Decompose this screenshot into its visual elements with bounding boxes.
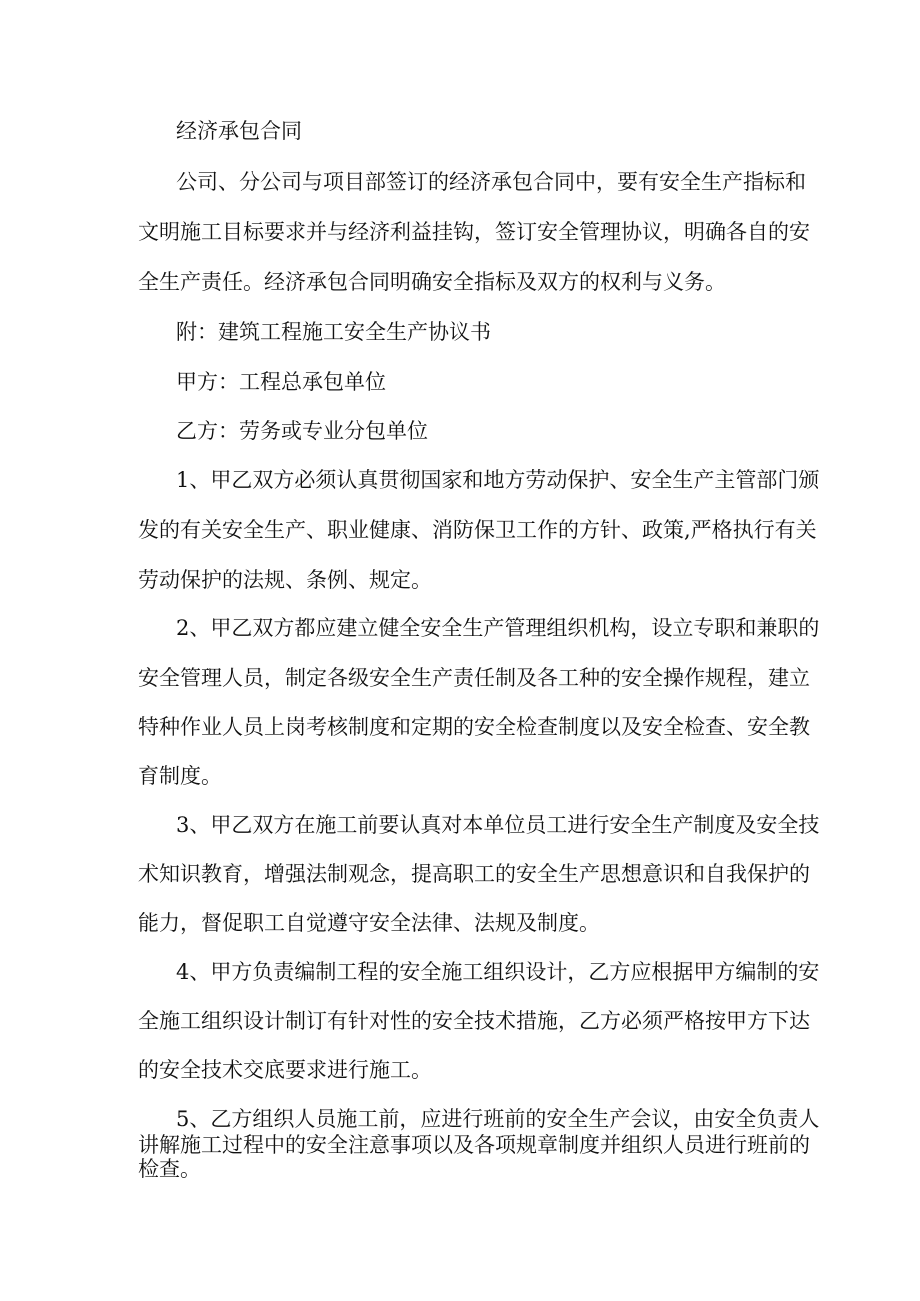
clause-2-line-4: 育制度。 <box>138 764 222 788</box>
intro-line-3: 全生产责任。经济承包合同明确安全指标及双方的权利与义务。 <box>138 270 726 294</box>
clause-3-line-1: 3、甲乙双方在施工前要认真对本单位员工进行安全生产制度及安全技 <box>176 813 820 837</box>
clause-5-line-3: 检查。 <box>138 1157 201 1181</box>
clause-1-line-3: 劳动保护的法规、条例、规定。 <box>138 568 432 592</box>
clause-2-line-3: 特种作业人员上岗考核制度和定期的安全检查制度以及安全检查、安全教 <box>138 715 810 739</box>
clause-5-line-2: 讲解施工过程中的安全注意事项以及各项规章制度并组织人员进行班前的 <box>138 1133 810 1157</box>
clause-4-line-1: 4、甲方负责编制工程的安全施工组织设计，乙方应根据甲方编制的安 <box>176 960 820 984</box>
clause-3-line-3: 能力，督促职工自觉遵守安全法律、法规及制度。 <box>138 911 600 935</box>
attachment-title: 附：建筑工程施工安全生产协议书 <box>176 320 491 344</box>
document-heading: 经济承包合同 <box>176 119 302 143</box>
clause-4-line-2: 全施工组织设计制订有针对性的安全技术措施，乙方必须严格按甲方下达 <box>138 1009 810 1033</box>
party-b: 乙方：劳务或专业分包单位 <box>176 419 428 443</box>
clause-4-line-3: 的安全技术交底要求进行施工。 <box>138 1058 432 1082</box>
clause-5-line-1: 5、乙方组织人员施工前，应进行班前的安全生产会议，由安全负责人 <box>176 1107 820 1131</box>
clause-2-line-1: 2、甲乙双方都应建立健全安全生产管理组织机构，设立专职和兼职的 <box>176 616 820 640</box>
clause-1-line-2: 发的有关安全生产、职业健康、消防保卫工作的方针、政策,严格执行有关 <box>138 518 817 542</box>
intro-line-2: 文明施工目标要求并与经济利益挂钩，签订安全管理协议，明确各自的安 <box>138 220 810 244</box>
clause-3-line-2: 术知识教育，增强法制观念，提高职工的安全生产思想意识和自我保护的 <box>138 862 810 886</box>
clause-1-line-1: 1、甲乙双方必须认真贯彻国家和地方劳动保护、安全生产主管部门颁 <box>176 468 820 492</box>
intro-line-1: 公司、分公司与项目部签订的经济承包合同中，要有安全生产指标和 <box>176 170 806 194</box>
party-a: 甲方：工程总承包单位 <box>176 370 386 394</box>
clause-2-line-2: 安全管理人员，制定各级安全生产责任制及各工种的安全操作规程，建立 <box>138 666 810 690</box>
